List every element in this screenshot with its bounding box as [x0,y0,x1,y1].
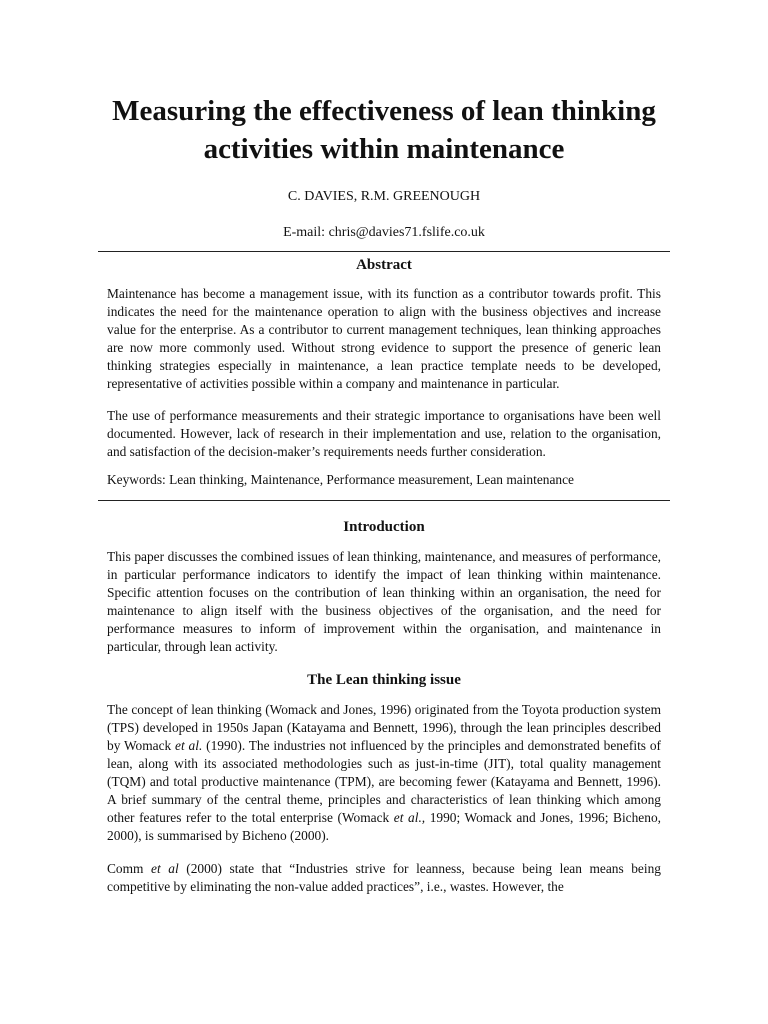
author-email: E-mail: chris@davies71.fslife.co.uk [283,225,485,240]
lean-issue-p1-etal-2: et al., [393,810,426,825]
lean-issue-paragraph-2 [107,860,661,896]
lean-thinking-issue-heading: The Lean thinking issue [307,672,461,688]
divider-top [98,251,670,252]
lean-issue-p1-text-2: (1990). The industries not influenced by the principles and demonstrated benefits of lean, along with its associated methodologies such as just-in-time (JIT), total quality management (TQM) and total productive maintenance (TPM), are becoming fewer (Katayama and Bennett, 1996). A brief summary of the central theme, principles and characteristics of lean thinking which among other features refer to the total enterprise (Womack [107,738,661,825]
lean-issue-p1-etal-1: et al. [175,738,203,753]
paper-authors: C. DAVIES, R.M. GREENOUGH [287,189,481,204]
lean-issue-p1-text-3: 1990; Womack and Jones, 1996; Bicheno, 2000), is summarised by Bicheno (2000). [107,810,661,843]
lean-issue-paragraph-1 [107,701,661,845]
abstract-paragraph-2: The use of performance measurements and their strategic importance to organisations have been well documented. However, lack of research in their implementation and use, relation to the organisation, and satisfaction of the decision-maker’s requirements needs further consideration. [107,408,661,459]
lean-issue-p2-etal: et al [151,861,179,876]
lean-issue-p1-text-1: The concept of lean thinking (Womack and Jones, 1996) originated from the Toyota production system (TPS) developed in 1950s Japan (Katayama and Bennett, 1996), through the lean principles described by Womack [107,702,661,753]
lean-issue-p2-text-2: (2000) state that “Industries strive for leanness, because being lean means being competitive by eliminating the non-value added practices”, i.e., wastes. However, the [107,861,661,894]
introduction-heading: Introduction [343,519,425,535]
lean-issue-p2-text-1: Comm [107,861,152,876]
abstract-heading: Abstract [356,257,412,273]
paper-title: Measuring the effectiveness of lean thinking activities within maintenance [112,95,656,165]
abstract-paragraph-1: Maintenance has become a management issue, with its function as a contributor towards profit. This indicates the need for the maintenance operation to align with the business objectives and increase value for the enterprise. As a contributor to current management techniques, lean thinking approaches are now more commonly used. Without strong evidence to support the presence of generic lean thinking strategies especially in maintenance, a lean practice template needs to be developed, representative of activities possible within a company and maintenance in particular. [107,286,661,391]
keywords: Keywords: Lean thinking, Maintenance, Performance measurement, Lean maintenance [107,472,574,487]
introduction-paragraph: This paper discusses the combined issues of lean thinking, maintenance, and measures of performance, in particular performance indicators to identify the impact of lean thinking within maintenance. Specific attention focuses on the contribution of lean thinking within an organisation, the need for maintenance to align itself with the business objectives of the organisation, and the need for performance measures to inform of improvement within the organisation, and maintenance in particular, through lean activity. [107,549,661,654]
divider-bottom [98,500,670,501]
